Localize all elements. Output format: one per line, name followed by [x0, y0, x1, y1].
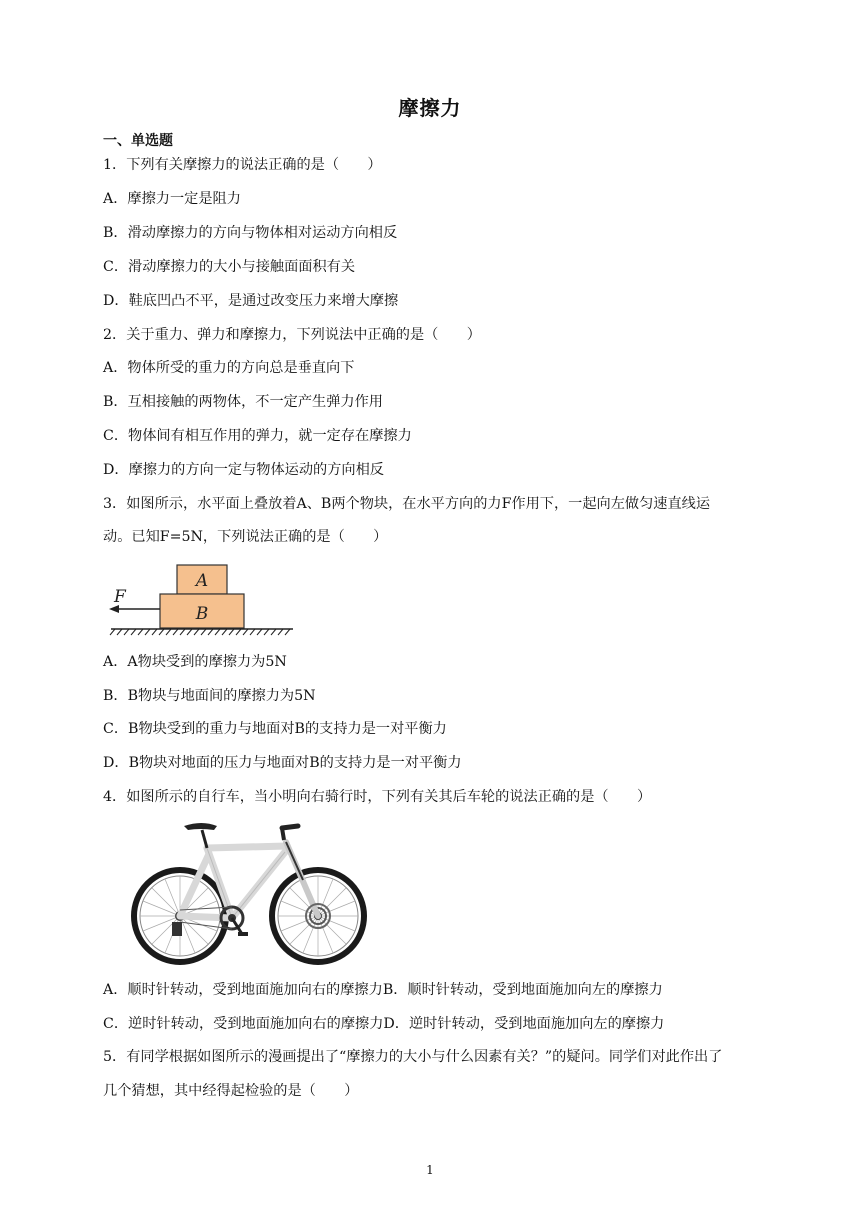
question-4-options-row-1: [103, 979, 663, 999]
question-2-option-a: A．物体所受的重力的方向总是垂直向下: [103, 360, 355, 376]
blocks-figure: [105, 560, 300, 640]
question-4-options-row-2: [103, 1013, 664, 1033]
question-1-option-a: A．摩擦力一定是阻力: [103, 191, 241, 207]
page-title: 摩擦力: [398, 96, 462, 120]
section-heading: 一、单选题: [103, 133, 173, 149]
question-3-option-d: D．B物块对地面的压力与地面对B的支持力是一对平衡力: [103, 755, 462, 771]
question-1-option-b: B．滑动摩擦力的方向与物体相对运动方向相反: [103, 225, 398, 241]
question-1-stem: 1．下列有关摩擦力的说法正确的是（ ）: [103, 157, 382, 173]
question-4-option-d: D．逆时针转动，受到地面施加向左的摩擦力: [383, 1016, 665, 1032]
question-2-option-b: B．互相接触的两物体，不一定产生弹力作用: [103, 394, 383, 410]
question-3-option-b: B．B物块与地面间的摩擦力为5N: [103, 688, 316, 704]
bicycle-image: [122, 818, 387, 966]
block-b-label: B: [195, 604, 209, 624]
question-4-option-c: C．逆时针转动，受到地面施加向右的摩擦力: [103, 1016, 384, 1032]
question-3-stem-line1: 3．如图所示，水平面上叠放着A、B两个物块，在水平方向的力F作用下，一起向左做匀速直线运: [103, 496, 711, 512]
block-a-label: A: [195, 571, 209, 591]
question-5-stem-line1: 5．有同学根据如图所示的漫画提出了“摩擦力的大小与什么因素有关？”的疑问。同学们对此作出了: [103, 1049, 723, 1065]
question-2-stem: 2．关于重力、弹力和摩擦力，下列说法中正确的是（ ）: [103, 327, 481, 343]
question-5-stem-line2: 几个猜想，其中经得起检验的是（ ）: [103, 1083, 359, 1099]
page-number: 1: [426, 1163, 434, 1177]
question-3-stem-line2: 动。已知F=5N，下列说法正确的是（ ）: [103, 529, 388, 545]
ground-hatch: [110, 629, 290, 635]
question-2-option-c: C．物体间有相互作用的弹力，就一定存在摩擦力: [103, 428, 412, 444]
question-1-option-c: C．滑动摩擦力的大小与接触面面积有关: [103, 259, 356, 275]
force-label: F: [114, 587, 126, 607]
question-2-option-d: D．摩擦力的方向一定与物体运动的方向相反: [103, 462, 384, 478]
question-3-option-c: C．B物块受到的重力与地面对B的支持力是一对平衡力: [103, 721, 447, 737]
question-4-option-b: B．顺时针转动，受到地面施加向左的摩擦力: [382, 982, 663, 998]
question-4-stem: 4．如图所示的自行车，当小明向右骑行时，下列有关其后车轮的说法正确的是（ ）: [103, 789, 652, 805]
question-1-option-d: D．鞋底凹凸不平，是通过改变压力来增大摩擦: [103, 293, 399, 309]
question-3-option-a: A．A物块受到的摩擦力为5N: [103, 654, 287, 670]
question-4-option-a: A．顺时针转动，受到地面施加向右的摩擦力: [103, 982, 383, 998]
